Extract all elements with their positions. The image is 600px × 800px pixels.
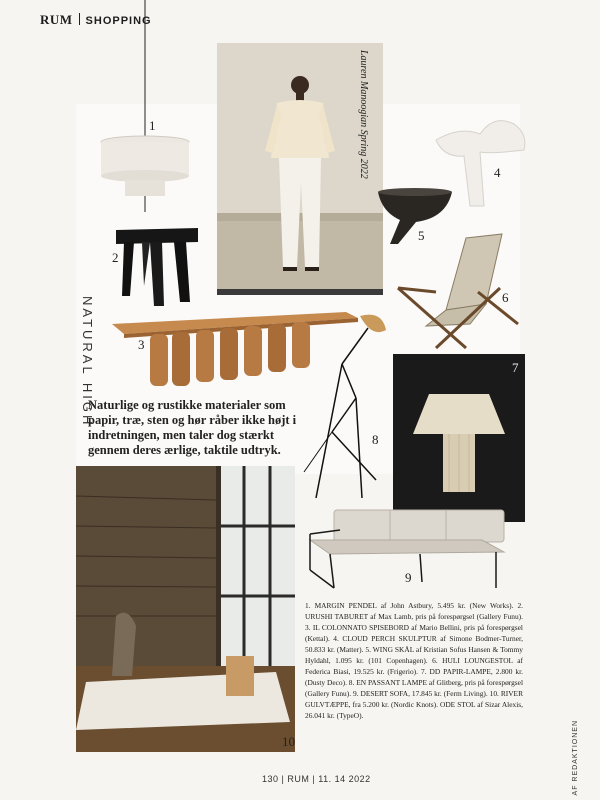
interior-room-photo [76, 466, 295, 752]
item-number-5: 5 [418, 228, 425, 243]
footer-separator: | [312, 774, 319, 784]
footer-separator: | [281, 774, 288, 784]
item-number-7: 7 [512, 360, 519, 375]
paper-lamp-photo [393, 354, 525, 522]
stool-image [114, 226, 200, 308]
item-number-2: 2 [112, 250, 119, 265]
item-number-1: 1 [149, 118, 156, 133]
byline: AF REDAKTIONEN [572, 720, 579, 796]
page-footer [262, 774, 371, 784]
article-kicker: NATURAL HIGH [80, 296, 95, 428]
item-number-9: 9 [405, 570, 412, 585]
product-credits: 1. MARGIN PENDEL af John Astbury, 5.495 kr. (New Works). 2. URUSHI TABURET af Max Lamb, pris på forespørgsel (Gallery Funu). 3. IL COLONNATO SPISEBORD af Mario Bellini, pris på forespørgsel (Kettal). 4. CLOUD PERCH SKULPTUR af Simone Bodmer-Turner, 50.833 kr. (Matter). 5. WING SKÅL af Kristian Sofus Hansen & Tommy Hyldahl, 1.095 kr. (101 Copenhagen). 6. HULI LOUNGESTOL af Federica Biasi, 19.525 kr. (Frigerio). 7. DD PAPIR-LAMPE, 2.800 kr. (Dusty Deco). 8. EN PASSANT LAMPE af Glitberg, pris på forespørgsel (Gallery Funu). 9. DESERT SOFA, 17.845 kr. (Ferm Living). 10. RIVER GULVTÆPPE, fra 5.200 kr. (Nordic Knots). ODE STOL af Sizar Alexis, 26.041 kr. (TypeO). [305, 601, 523, 720]
item-number-8: 8 [372, 432, 379, 447]
item-number-4: 4 [494, 165, 501, 180]
item-number-6: 6 [502, 290, 509, 305]
section-name: SHOPPING [85, 15, 152, 27]
page-number: 130 [262, 774, 279, 784]
item-number-3: 3 [138, 337, 145, 352]
footer-magazine: RUM [287, 774, 310, 784]
footer-issue: 11. 14 2022 [318, 774, 371, 784]
photo-caption: Lauren Manoogian Spring 2022 [358, 50, 369, 179]
item-number-10: 10 [282, 734, 295, 749]
intro-paragraph: Naturlige og rustikke materialer som papir, træ, sten og hør råber ikke højt i indretningen, men taler dog stærkt gennem deres ærlige, taktile udtryk. [88, 398, 297, 457]
magazine-name: RUM [40, 12, 73, 27]
header-divider [79, 13, 80, 25]
pendant-lamp-image [100, 0, 190, 215]
